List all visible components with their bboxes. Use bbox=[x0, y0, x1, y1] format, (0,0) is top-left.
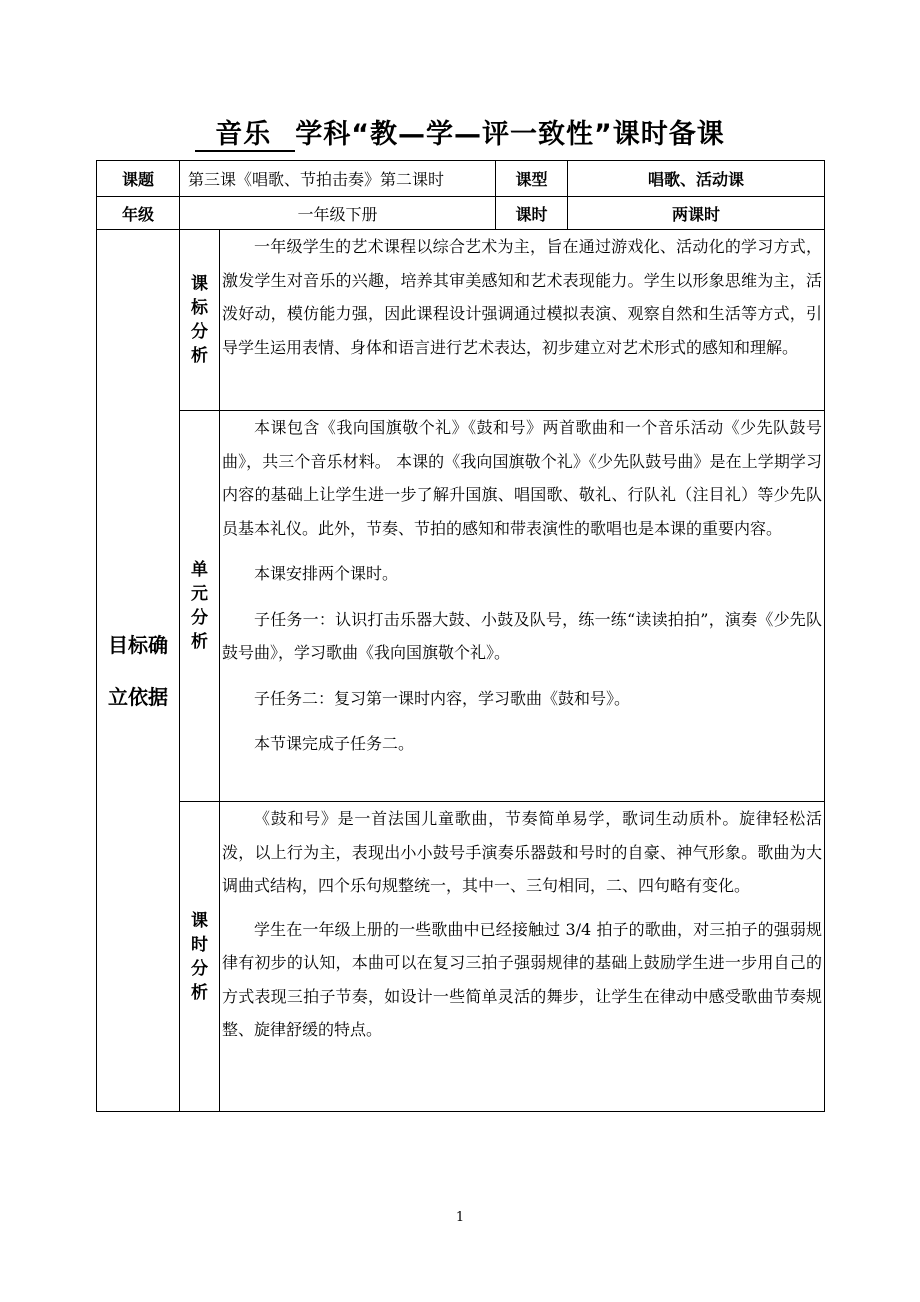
paragraph: 本节课完成子任务二。 bbox=[254, 734, 415, 753]
title-text: 学科“教—学—评一致性”课时备课 bbox=[295, 119, 725, 150]
paragraph: 《鼓和号》是一首法国儿童歌曲，节奏简单易学，歌词生动质朴。旋律轻松活泼，以上行为主，表现出小小鼓号手演奏乐器鼓和号时的自豪、神气形象。歌曲为大调曲式结构，四个乐句规整统一，其中一、三句相同，二、四句略有变化。 bbox=[222, 809, 823, 895]
paragraph: 子任务二：复习第一课时内容，学习歌曲《鼓和号》。 bbox=[254, 688, 631, 708]
topic-value: 第三课《唱歌、节拍击奏》第二课时 bbox=[180, 161, 496, 197]
lesson-analysis-row bbox=[97, 802, 825, 1112]
basis-label bbox=[97, 230, 180, 1112]
paragraph: 学生在一年级上册的一些歌曲中已经接触过 3/4 拍子的歌曲，对三拍子的强弱规律有初步的认知，本曲可以在复习三拍子强弱规律的基础上鼓励学生进一步用自己的方式表现三拍子节奏，如设计一些简单灵活的舞步，让学生在律动中感受歌曲节奏规整、旋律舒缓的特点。 bbox=[222, 919, 823, 1039]
basis-label-line1: 目标确 bbox=[108, 632, 168, 657]
hours-label: 课时 bbox=[496, 197, 568, 230]
lesson-analysis-label: 课 时 分 析 bbox=[180, 802, 220, 1112]
standard-analysis-row bbox=[97, 230, 825, 411]
unit-analysis-content bbox=[220, 411, 825, 802]
page-number: 1 bbox=[455, 1210, 465, 1225]
standard-analysis-label: 课 标 分 析 bbox=[180, 230, 220, 411]
grade-row bbox=[97, 197, 825, 230]
paragraph: 子任务一：认识打击乐器大鼓、小鼓及队号，练一练“读读拍拍”，演奏《少先队鼓号曲》，学习歌曲《我向国旗敬个礼》。 bbox=[222, 609, 823, 662]
paragraph: 本课包含《我向国旗敬个礼》《鼓和号》两首歌曲和一个音乐活动《少先队鼓号曲》，共三个音乐材料。 本课的《我向国旗敬个礼》《少先队鼓号曲》是在上学期学习内容的基础上让学生进一步了解升国旗、唱国歌、敬礼、行队礼（注目礼）等少先队员基本礼仪。此外，节奏、节拍的感知和带表演性的歌唱也是本课的重要内容。 bbox=[222, 418, 823, 538]
paragraph: 一年级学生的艺术课程以综合艺术为主，旨在通过游戏化、活动化的学习方式，激发学生对音乐的兴趣，培养其审美感知和艺术表现能力。学生以形象思维为主，活泼好动，模仿能力强，因此课程设计强调通过模拟表演、观察自然和生活等方式，引导学生运用表情、身体和语言进行艺术表达，初步建立对艺术形式的感知和理解。 bbox=[222, 237, 823, 357]
standard-analysis-content bbox=[220, 230, 825, 411]
topic-label: 课题 bbox=[97, 161, 180, 197]
subject-name: 音乐 bbox=[195, 120, 295, 152]
document-title bbox=[0, 112, 920, 152]
paragraph: 本课安排两个课时。 bbox=[254, 564, 399, 583]
grade-value: 一年级下册 bbox=[180, 197, 496, 230]
lesson-plan-table bbox=[96, 160, 825, 1112]
unit-analysis-row bbox=[97, 411, 825, 802]
basis-label-line2: 立依据 bbox=[108, 684, 168, 709]
lesson-analysis-content bbox=[220, 802, 825, 1112]
hours-value: 两课时 bbox=[568, 197, 825, 230]
unit-analysis-label: 单 元 分 析 bbox=[180, 411, 220, 802]
topic-row bbox=[97, 161, 825, 197]
type-label: 课型 bbox=[496, 161, 568, 197]
grade-label: 年级 bbox=[97, 197, 180, 230]
type-value: 唱歌、活动课 bbox=[568, 161, 825, 197]
